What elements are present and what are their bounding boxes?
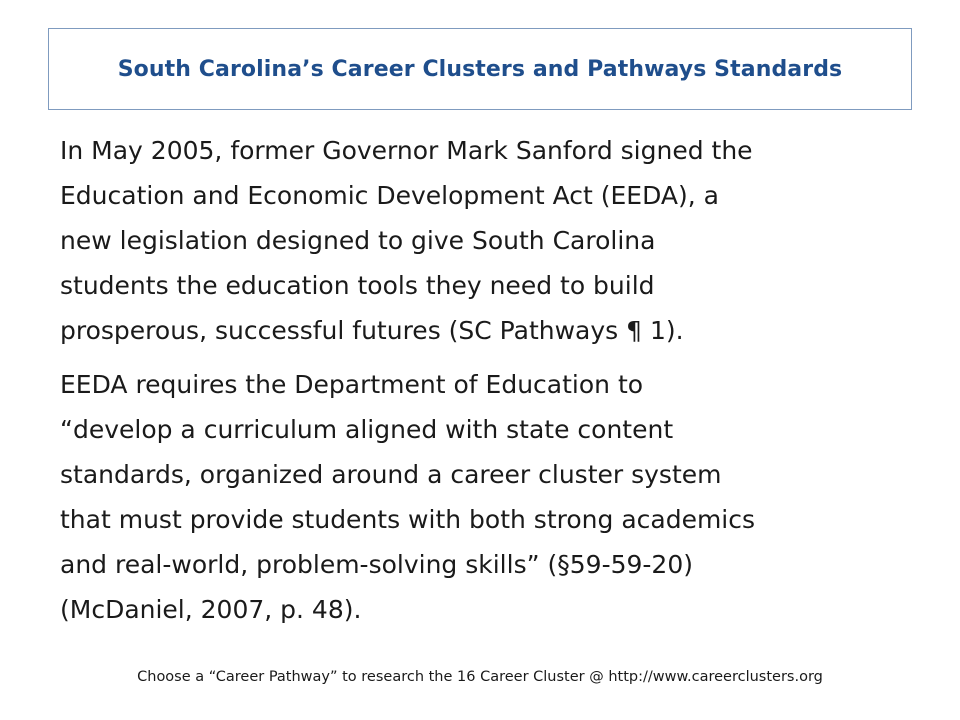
text-line: new legislation designed to give South Carolina bbox=[60, 226, 656, 255]
slide-title: South Carolina’s Career Clusters and Pathways Standards bbox=[117, 56, 843, 82]
title-box bbox=[48, 28, 912, 110]
text-line: EEDA requires the Department of Education to bbox=[60, 370, 644, 399]
text-line: (McDaniel, 2007, p. 48). bbox=[60, 595, 362, 624]
text-line: students the education tools they need to build bbox=[60, 271, 655, 300]
paragraph-eeda-signing bbox=[60, 128, 910, 353]
text-line: “develop a curriculum aligned with state content bbox=[60, 415, 674, 444]
text-line: that must provide students with both strong academics bbox=[60, 505, 756, 534]
text-line: In May 2005, former Governor Mark Sanford signed the bbox=[60, 136, 753, 165]
text-line: standards, organized around a career cluster system bbox=[60, 460, 722, 489]
slide-body bbox=[60, 128, 910, 632]
text-line: Education and Economic Development Act (EEDA), a bbox=[60, 181, 719, 210]
text-line: prosperous, successful futures (SC Pathways ¶ 1). bbox=[60, 316, 684, 345]
text-line: and real-world, problem-solving skills” (§59-59-20) bbox=[60, 550, 693, 579]
paragraph-eeda-requirements bbox=[60, 362, 910, 632]
footer-note: Choose a “Career Pathway” to research the 16 Career Cluster @ http://www.careerclusters.org bbox=[137, 669, 823, 685]
